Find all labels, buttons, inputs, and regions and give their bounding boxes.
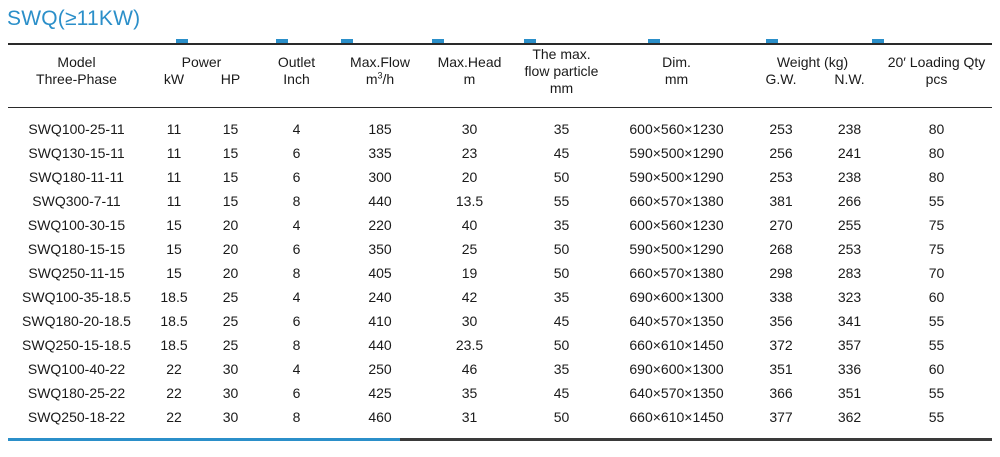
cell-model: SWQ180-20-18.5	[22, 313, 131, 329]
header-accent-tick	[341, 39, 353, 43]
cell-net-weight: 323	[837, 289, 862, 305]
cell-flow-particle: 55	[553, 193, 570, 209]
cell-net-weight: 283	[837, 265, 862, 281]
cell-outlet: 8	[292, 337, 301, 353]
cell-max-head: 19	[461, 265, 478, 281]
cell-loading-qty: 70	[928, 265, 945, 281]
cell-loading-qty: 80	[928, 145, 945, 161]
table-row	[8, 333, 992, 357]
cell-max-head: 20	[461, 169, 478, 185]
cell-max-head: 31	[461, 409, 478, 425]
cell-max-flow: 185	[368, 121, 392, 137]
cell-power-kw: 11	[166, 169, 182, 185]
cell-power-kw: 18.5	[160, 313, 188, 329]
cell-loading-qty: 55	[928, 193, 945, 209]
cell-model: SWQ100-40-22	[27, 361, 126, 377]
cell-flow-particle: 45	[553, 145, 570, 161]
cell-model: SWQ250-15-18.5	[22, 337, 131, 353]
spec-table	[8, 46, 992, 429]
cell-power-hp: 30	[222, 361, 239, 377]
cell-dimensions: 590×500×1290	[629, 169, 724, 185]
cell-power-kw: 15	[166, 217, 182, 233]
header-accent-tick	[276, 39, 288, 43]
header-accent-tick	[432, 39, 444, 43]
cell-gross-weight: 372	[769, 337, 793, 353]
header-hp: HP	[220, 71, 241, 88]
cell-net-weight: 241	[837, 145, 862, 161]
cell-max-head: 30	[461, 313, 478, 329]
header-flow-particle: The max. flow particle mm	[524, 46, 599, 96]
cell-max-flow: 440	[368, 337, 392, 353]
table-body	[8, 117, 992, 429]
cell-flow-particle: 45	[553, 385, 570, 401]
header-max-head-unit: m	[463, 71, 476, 88]
cell-loading-qty: 75	[928, 217, 945, 233]
cell-flow-particle: 45	[553, 313, 570, 329]
cell-dimensions: 660×610×1450	[629, 409, 724, 425]
cell-dimensions: 590×500×1290	[629, 145, 724, 161]
header-gross-weight: G.W.	[765, 71, 797, 88]
header-max-head: Max.Head	[437, 54, 502, 70]
cell-model: SWQ250-18-22	[27, 409, 126, 425]
cell-model: SWQ100-30-15	[27, 217, 126, 233]
cell-outlet: 4	[292, 217, 301, 233]
cell-gross-weight: 338	[769, 289, 793, 305]
cell-net-weight: 238	[837, 169, 862, 185]
cell-flow-particle: 50	[553, 169, 570, 185]
cell-max-head: 13.5	[455, 193, 484, 209]
cell-flow-particle: 35	[553, 289, 570, 305]
cell-dimensions: 660×570×1380	[629, 193, 724, 209]
cell-max-flow: 460	[368, 409, 392, 425]
cell-gross-weight: 381	[769, 193, 793, 209]
cell-max-head: 40	[461, 217, 478, 233]
table-row	[8, 141, 992, 165]
cell-net-weight: 351	[837, 385, 862, 401]
cell-flow-particle: 50	[553, 265, 570, 281]
table-row	[8, 117, 992, 141]
cell-dimensions: 690×600×1300	[629, 289, 724, 305]
table-row	[8, 261, 992, 285]
cell-loading-qty: 55	[928, 337, 945, 353]
table-row	[8, 405, 992, 429]
header-net-weight: N.W.	[834, 71, 865, 88]
top-rule	[8, 43, 992, 45]
cell-loading-qty: 80	[928, 169, 945, 185]
cell-net-weight: 266	[837, 193, 862, 209]
table-row	[8, 285, 992, 309]
cell-flow-particle: 35	[553, 217, 570, 233]
cell-power-kw: 11	[166, 193, 182, 209]
cell-max-head: 42	[461, 289, 478, 305]
cell-loading-qty: 55	[928, 313, 945, 329]
cell-power-hp: 25	[222, 289, 239, 305]
cell-loading-qty: 75	[928, 241, 945, 257]
cell-flow-particle: 35	[553, 361, 570, 377]
cell-flow-particle: 50	[553, 337, 570, 353]
cell-max-flow: 405	[368, 265, 392, 281]
header-loading-qty: 20′ Loading Qty	[887, 54, 986, 70]
cell-max-flow: 425	[368, 385, 392, 401]
header-loading-unit: pcs	[925, 71, 948, 88]
table-row	[8, 381, 992, 405]
header-max-flow: Max.Flow	[350, 54, 410, 70]
cell-net-weight: 255	[837, 217, 862, 233]
cell-gross-weight: 270	[769, 217, 793, 233]
cell-outlet: 8	[292, 265, 301, 281]
cell-outlet: 6	[292, 145, 301, 161]
header-model-sub: Three-Phase	[36, 71, 117, 88]
cell-max-flow: 250	[368, 361, 392, 377]
cell-loading-qty: 55	[928, 385, 945, 401]
cell-flow-particle: 50	[553, 409, 570, 425]
header-outlet-sub: Inch	[283, 71, 310, 88]
cell-net-weight: 357	[837, 337, 862, 353]
header-accent-tick	[176, 39, 188, 43]
cell-model: SWQ100-35-18.5	[22, 289, 131, 305]
cell-max-head: 25	[461, 241, 478, 257]
header-accent-tick	[766, 39, 778, 43]
cell-net-weight: 238	[837, 121, 862, 137]
cell-flow-particle: 50	[553, 241, 570, 257]
cell-outlet: 6	[292, 241, 301, 257]
cell-outlet: 4	[292, 361, 301, 377]
cell-max-head: 35	[461, 385, 478, 401]
cell-dimensions: 660×610×1450	[629, 337, 724, 353]
cell-net-weight: 253	[837, 241, 862, 257]
cell-max-head: 23	[461, 145, 478, 161]
cell-model: SWQ250-11-15	[28, 265, 125, 281]
header-outlet: Outlet	[277, 54, 316, 70]
header-kw: kW	[163, 71, 185, 88]
cell-net-weight: 362	[837, 409, 862, 425]
header-max-flow-unit: $m^3/h$	[365, 70, 395, 88]
cell-power-kw: 18.5	[160, 289, 188, 305]
cell-dimensions: 660×570×1380	[629, 265, 724, 281]
cell-model: SWQ180-25-22	[27, 385, 126, 401]
cell-model: SWQ100-25-11	[28, 121, 125, 137]
cell-outlet: 8	[292, 409, 301, 425]
cell-power-kw: 22	[166, 361, 182, 377]
cell-gross-weight: 256	[769, 145, 793, 161]
cell-dimensions: 640×570×1350	[629, 385, 724, 401]
cell-max-flow: 440	[368, 193, 392, 209]
cell-power-kw: 22	[166, 409, 182, 425]
cell-model: SWQ180-11-11	[28, 169, 125, 185]
cell-power-hp: 20	[222, 217, 239, 233]
cell-net-weight: 336	[837, 361, 862, 377]
cell-loading-qty: 60	[928, 361, 945, 377]
table-row	[8, 237, 992, 261]
cell-outlet: 6	[292, 169, 301, 185]
header-weight: Weight (kg)	[776, 54, 849, 70]
cell-gross-weight: 253	[769, 169, 793, 185]
cell-power-hp: 25	[222, 313, 239, 329]
cell-max-flow: 300	[368, 169, 392, 185]
header-accent-tick	[648, 39, 660, 43]
cell-max-flow: 335	[368, 145, 392, 161]
cell-outlet: 4	[292, 289, 301, 305]
cell-gross-weight: 356	[769, 313, 793, 329]
cell-max-flow: 350	[368, 241, 392, 257]
cell-loading-qty: 55	[928, 409, 945, 425]
page-title: SWQ(≥11KW)	[7, 7, 141, 30]
cell-power-kw: 18.5	[160, 337, 188, 353]
cell-power-hp: 15	[222, 193, 239, 209]
cell-power-hp: 15	[222, 169, 239, 185]
table-header	[8, 46, 992, 105]
cell-model: SWQ180-15-15	[27, 241, 126, 257]
cell-loading-qty: 60	[928, 289, 945, 305]
cell-max-flow: 220	[368, 217, 392, 233]
cell-dimensions: 600×560×1230	[629, 121, 724, 137]
cell-power-kw: 15	[166, 241, 182, 257]
cell-power-kw: 11	[166, 121, 182, 137]
cell-dimensions: 640×570×1350	[629, 313, 724, 329]
header-model: Model	[57, 54, 96, 70]
cell-power-kw: 15	[166, 265, 182, 281]
cell-gross-weight: 366	[769, 385, 793, 401]
cell-gross-weight: 377	[769, 409, 793, 425]
table-row	[8, 357, 992, 381]
header-accent-tick	[524, 39, 536, 43]
table-row	[8, 189, 992, 213]
cell-power-hp: 30	[222, 385, 239, 401]
header-dim: Dim.	[662, 54, 691, 70]
cell-max-flow: 240	[368, 289, 392, 305]
cell-power-hp: 20	[222, 265, 239, 281]
cell-gross-weight: 268	[769, 241, 793, 257]
cell-max-head: 46	[461, 361, 478, 377]
cell-net-weight: 341	[837, 313, 862, 329]
cell-max-flow: 410	[368, 313, 392, 329]
cell-power-hp: 15	[222, 145, 239, 161]
bottom-rule-accent	[8, 438, 400, 441]
cell-power-kw: 11	[166, 145, 182, 161]
cell-power-hp: 20	[222, 241, 239, 257]
cell-power-hp: 30	[222, 409, 239, 425]
cell-dimensions: 590×500×1290	[629, 241, 724, 257]
cell-power-kw: 22	[166, 385, 182, 401]
cell-max-head: 23.5	[455, 337, 484, 353]
cell-outlet: 6	[292, 313, 301, 329]
header-power: Power	[181, 54, 222, 70]
cell-model: SWQ130-15-11	[28, 145, 125, 161]
cell-dimensions: 600×560×1230	[629, 217, 724, 233]
table-row	[8, 213, 992, 237]
cell-dimensions: 690×600×1300	[629, 361, 724, 377]
cell-outlet: 4	[292, 121, 301, 137]
table-row	[8, 165, 992, 189]
table-row	[8, 309, 992, 333]
cell-outlet: 6	[292, 385, 301, 401]
cell-gross-weight: 298	[769, 265, 793, 281]
header-accent-tick	[872, 39, 884, 43]
cell-loading-qty: 80	[928, 121, 945, 137]
cell-power-hp: 15	[222, 121, 239, 137]
cell-flow-particle: 35	[553, 121, 570, 137]
cell-outlet: 8	[292, 193, 301, 209]
cell-power-hp: 25	[222, 337, 239, 353]
cell-gross-weight: 351	[769, 361, 793, 377]
cell-gross-weight: 253	[769, 121, 793, 137]
header-dim-unit: mm	[664, 71, 689, 88]
cell-model: SWQ300-7-11	[32, 193, 121, 209]
cell-max-head: 30	[461, 121, 478, 137]
